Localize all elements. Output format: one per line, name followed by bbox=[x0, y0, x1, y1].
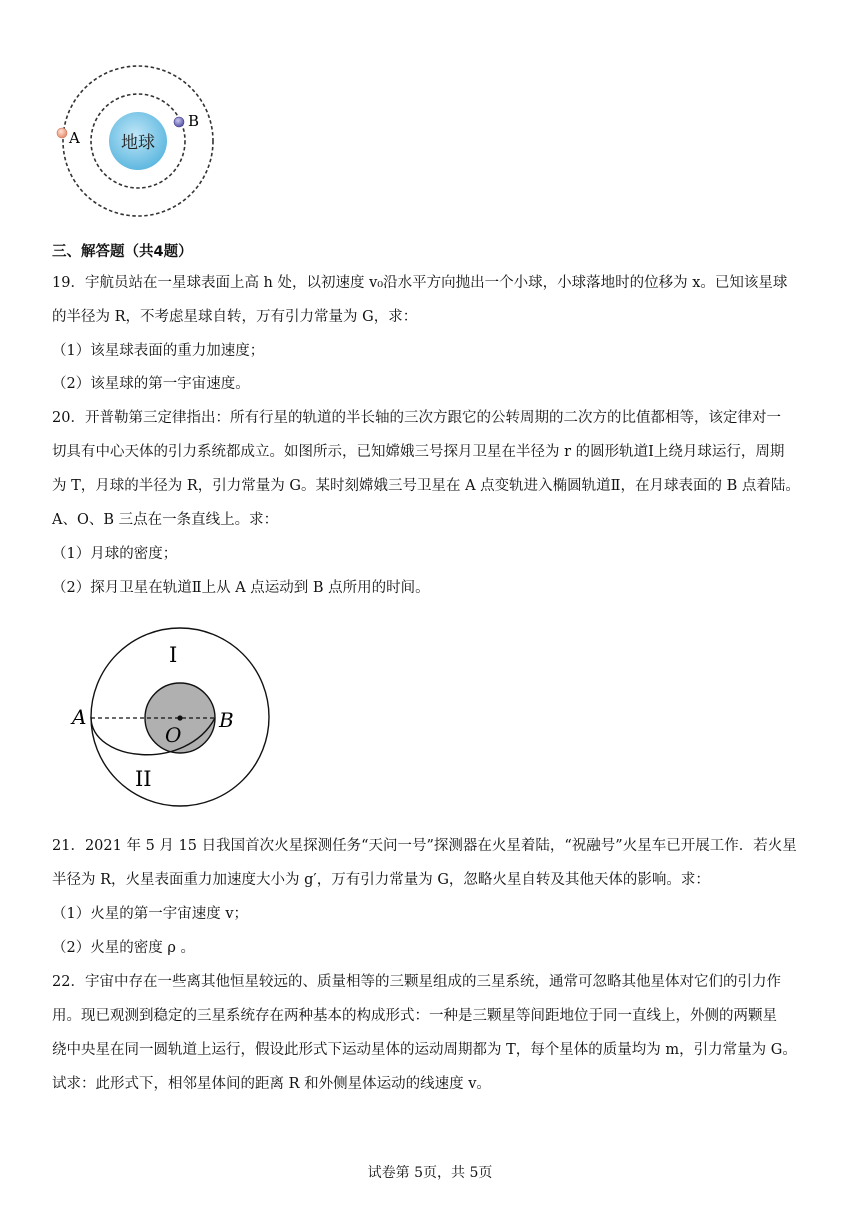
q20-sub-1: （1）月球的密度； bbox=[52, 546, 178, 562]
moon-orbit-figure bbox=[66, 622, 276, 812]
q20-sub-2: （2）探月卫星在轨道Ⅱ上从 A 点运动到 B 点所用的时间。 bbox=[52, 580, 430, 596]
q21-sub-1: （1）火星的第一宇宙速度 v； bbox=[52, 906, 249, 922]
q19-sub-1: （1）该星球表面的重力加速度； bbox=[52, 343, 265, 359]
q19-line-1: 19．宇航员站在一星球表面上高 h 处，以初速度 v₀沿水平方向抛出一个小球，小球落地时的位移为 x。已知该星球 bbox=[52, 275, 788, 291]
section-title: 三、解答题（共4题） bbox=[52, 244, 193, 260]
q19-sub-2: （2）该星球的第一宇宙速度。 bbox=[52, 376, 250, 392]
earth-orbits-figure bbox=[48, 60, 228, 225]
q21-line-1: 21．2021 年 5 月 15 日我国首次火星探测任务“天问一号”探测器在火星着陆，“祝融号”火星车已开展工作．若火星 bbox=[52, 838, 797, 854]
page-footer: 试卷第 5页，共 5页 bbox=[367, 1165, 493, 1181]
satellite-b bbox=[174, 117, 184, 127]
q22-line-1: 22．宇宙中存在一些离其他恒星较远的、质量相等的三颗星组成的三星系统，通常可忽略其他星体对它们的引力作 bbox=[52, 974, 781, 990]
q22-line-3: 绕中央星在同一圆轨道上运行，假设此形式下运动星体的运动周期都为 T，每个星体的质量均为 m，引力常量为 G。 bbox=[52, 1042, 797, 1058]
label-orbit-1: I bbox=[169, 643, 178, 667]
earth-label: 地球 bbox=[121, 133, 155, 153]
q21-sub-2: （2）火星的密度 ρ 。 bbox=[52, 940, 195, 956]
q22-line-2: 用。现已观测到稳定的三星系统存在两种基本的构成形式：一种是三颗星等间距地位于同一直线上，外侧的两颗星 bbox=[52, 1008, 777, 1024]
label-o: O bbox=[165, 723, 182, 747]
label-a: A bbox=[72, 705, 87, 729]
q21-line-2: 半径为 R，火星表面重力加速度大小为 g′，万有引力常量为 G，忽略火星自转及其他天体的影响。求： bbox=[52, 872, 710, 888]
q20-line-4: A、O、B 三点在一条直线上。求： bbox=[52, 512, 279, 528]
center-o bbox=[177, 715, 182, 720]
q19-line-2: 的半径为 R，不考虑星球自转，万有引力常量为 G，求： bbox=[52, 309, 418, 325]
label-b: B bbox=[219, 708, 234, 732]
q20-line-1: 20．开普勒第三定律指出：所有行星的轨道的半长轴的三次方跟它的公转周期的二次方的比值都相等，该定律对一 bbox=[52, 410, 781, 426]
label-orbit-2: II bbox=[135, 767, 152, 791]
q20-line-2: 切具有中心天体的引力系统都成立。如图所示，已知嫦娥三号探月卫星在半径为 r 的圆形轨道Ⅰ上绕月球运行，周期 bbox=[52, 444, 785, 460]
satellite-a bbox=[57, 128, 67, 138]
q22-line-4: 试求：此形式下，相邻星体间的距离 R 和外侧星体运动的线速度 v。 bbox=[52, 1076, 491, 1092]
label-a: A bbox=[69, 129, 80, 147]
q20-line-3: 为 T，月球的半径为 R，引力常量为 G。某时刻嫦娥三号卫星在 A 点变轨进入椭圆轨道Ⅱ，在月球表面的 B 点着陆。 bbox=[52, 478, 800, 494]
label-b: B bbox=[188, 112, 200, 130]
